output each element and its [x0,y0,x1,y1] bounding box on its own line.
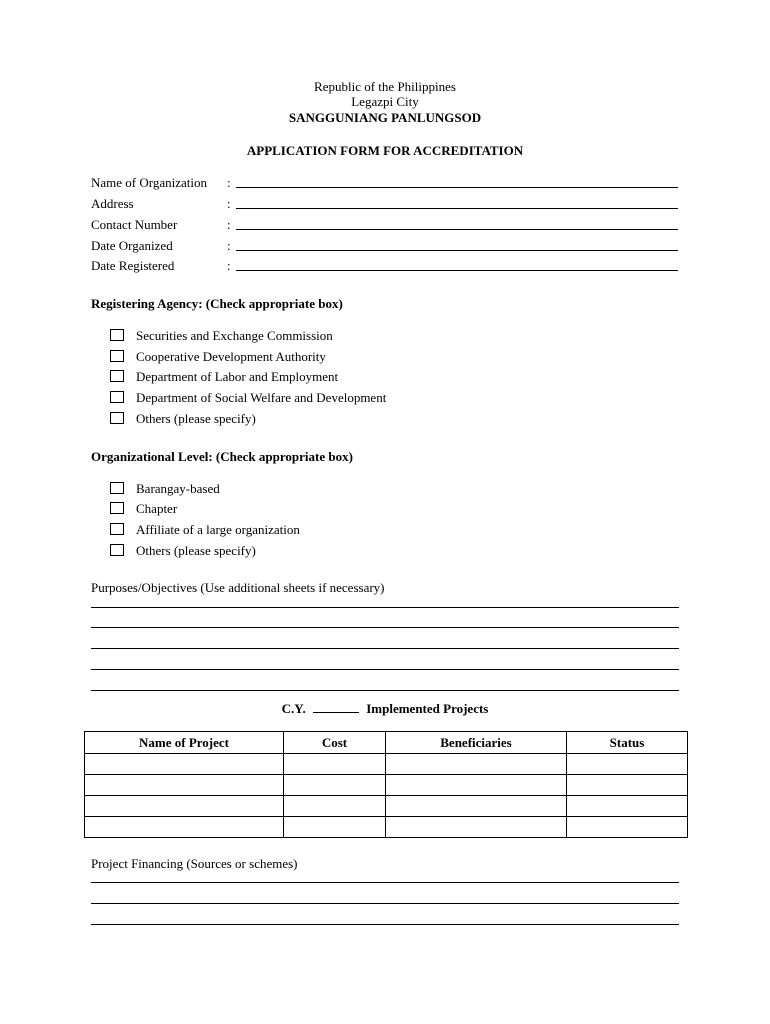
header-republic: Republic of the Philippines [314,79,456,94]
column-header-beneficiaries: Beneficiaries [386,732,567,754]
financing-line[interactable] [91,903,679,904]
field-label: Name of Organization [91,175,207,190]
table-cell[interactable] [85,817,284,838]
purposes-line[interactable] [91,690,679,691]
year-blank[interactable] [313,712,359,713]
registering-agency-heading: Registering Agency: (Check appropriate box) [91,296,343,311]
checkbox[interactable] [110,329,124,341]
option-label: Cooperative Development Authority [136,349,326,364]
checkbox[interactable] [110,482,124,494]
option-label: Department of Labor and Employment [136,369,339,384]
field-contact-number[interactable] [91,217,691,234]
field-colon: : [227,217,231,232]
purposes-line[interactable] [91,607,679,608]
field-blank-line[interactable] [236,208,678,209]
table-header-row [85,732,688,754]
checkbox[interactable] [110,350,124,362]
checkbox[interactable] [110,502,124,514]
checkbox[interactable] [110,544,124,556]
column-header-name: Name of Project [85,732,284,754]
caption-prefix: C.Y. [281,701,306,716]
caption-suffix: Implemented Projects [366,701,489,716]
field-blank-line[interactable] [236,270,678,271]
option-label: Department of Social Welfare and Development [136,390,387,405]
field-label: Date Registered [91,258,175,273]
checkbox[interactable] [110,412,124,424]
table-cell[interactable] [386,754,567,775]
table-cell[interactable] [386,817,567,838]
field-label: Address [91,196,134,211]
table-cell[interactable] [386,775,567,796]
column-header-status: Status [567,732,688,754]
table-cell[interactable] [567,817,688,838]
field-colon: : [227,175,231,190]
field-date-registered[interactable] [91,258,691,275]
table-row [85,775,688,796]
field-label: Contact Number [91,217,178,232]
option-label: Affiliate of a large organization [136,522,300,537]
table-row [85,754,688,775]
column-header-cost: Cost [284,732,386,754]
projects-table [84,731,688,838]
checkbox[interactable] [110,523,124,535]
form-title: APPLICATION FORM FOR ACCREDITATION [246,143,524,158]
table-cell[interactable] [85,775,284,796]
option-label: Chapter [136,501,178,516]
financing-line[interactable] [91,882,679,883]
table-cell[interactable] [386,796,567,817]
table-cell[interactable] [567,754,688,775]
checkbox[interactable] [110,391,124,403]
table-row [85,817,688,838]
header-city: Legazpi City [351,94,419,109]
table-cell[interactable] [284,754,386,775]
table-cell[interactable] [567,775,688,796]
checkbox[interactable] [110,370,124,382]
table-cell[interactable] [284,775,386,796]
field-colon: : [227,196,231,211]
field-date-organized[interactable] [91,238,691,255]
organizational-level-heading: Organizational Level: (Check appropriate box) [91,449,353,464]
option-label: Others (please specify) [136,411,256,426]
field-organization-name[interactable] [91,175,691,192]
field-blank-line[interactable] [236,250,678,251]
table-cell[interactable] [284,796,386,817]
option-label: Barangay-based [136,481,220,496]
table-cell[interactable] [567,796,688,817]
table-row [85,796,688,817]
field-blank-line[interactable] [236,229,678,230]
purposes-line[interactable] [91,627,679,628]
purposes-line[interactable] [91,669,679,670]
header-office: SANGGUNIANG PANLUNGSOD [288,110,482,125]
purposes-line[interactable] [91,648,679,649]
option-label: Others (please specify) [136,543,256,558]
field-blank-line[interactable] [236,187,678,188]
option-label: Securities and Exchange Commission [136,328,333,343]
financing-label: Project Financing (Sources or schemes) [91,856,298,871]
purposes-label: Purposes/Objectives (Use additional sheets if necessary) [91,580,385,595]
table-cell[interactable] [85,796,284,817]
field-colon: : [227,238,231,253]
field-address[interactable] [91,196,691,213]
table-cell[interactable] [85,754,284,775]
financing-line[interactable] [91,924,679,925]
field-colon: : [227,258,231,273]
projects-caption [0,701,770,717]
table-cell[interactable] [284,817,386,838]
field-label: Date Organized [91,238,173,253]
